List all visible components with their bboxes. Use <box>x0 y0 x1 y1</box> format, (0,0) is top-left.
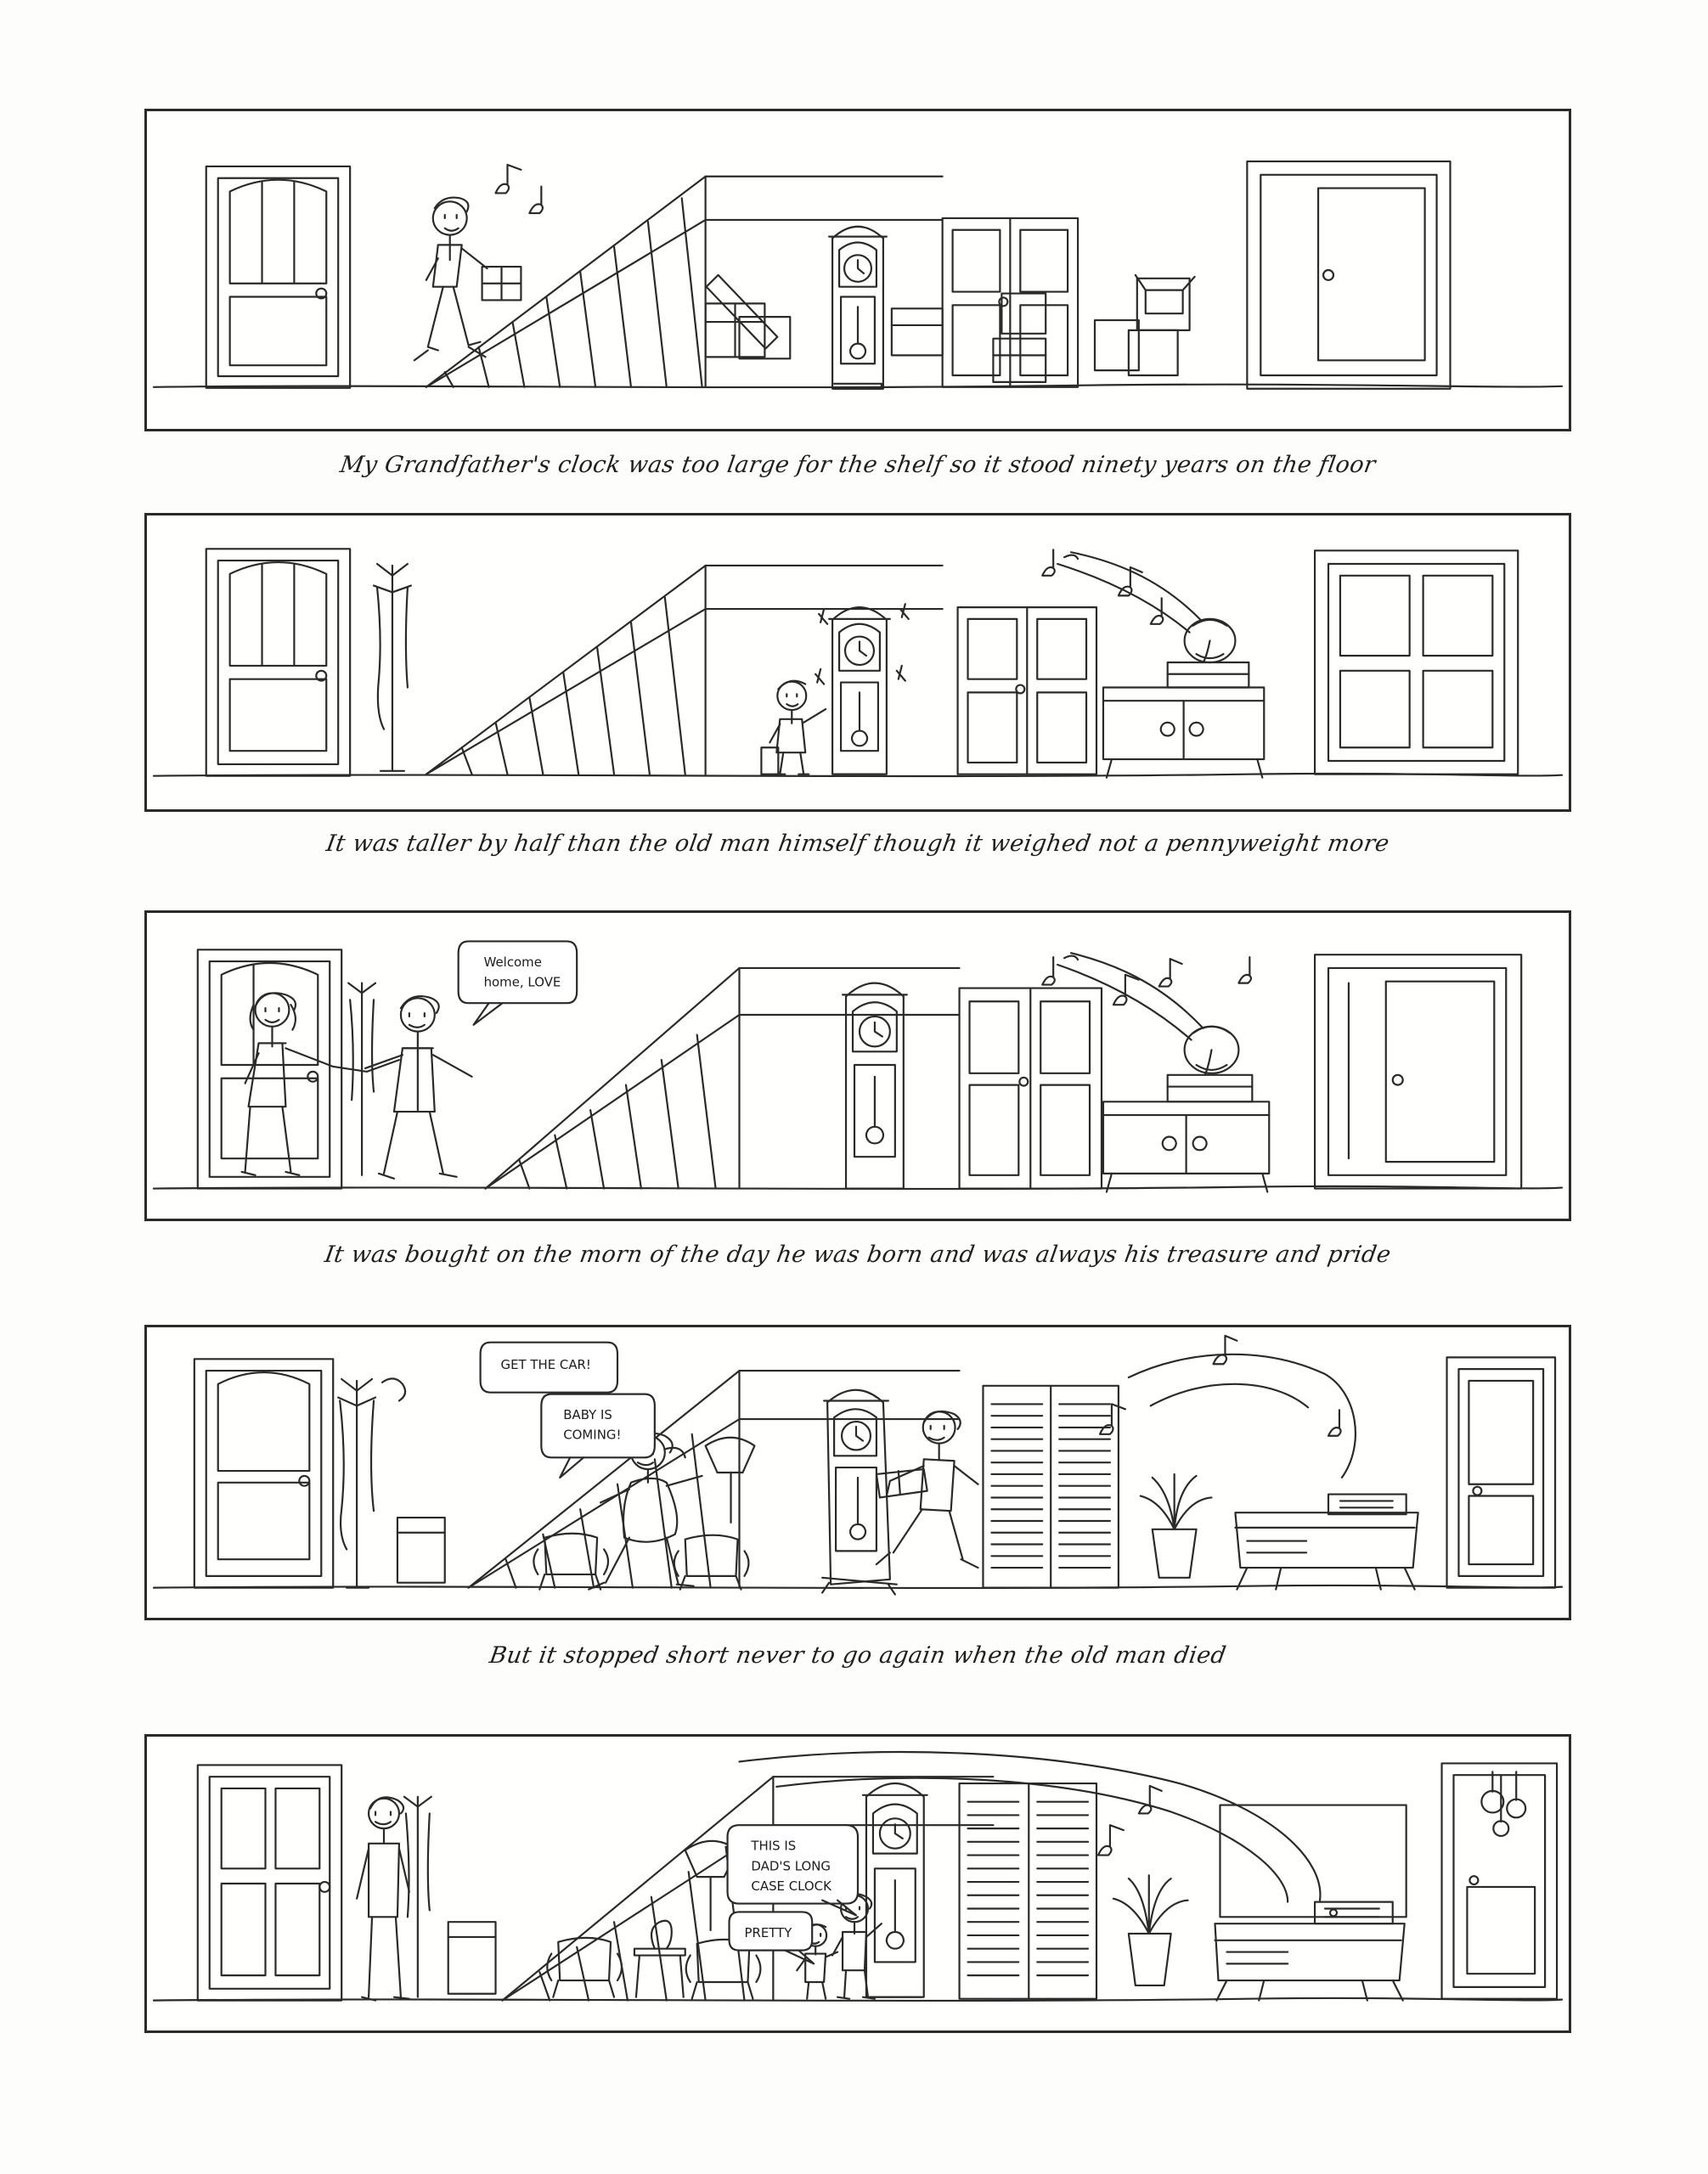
double-door-icon <box>960 988 1102 1189</box>
right-door-icon <box>1447 1357 1556 1587</box>
left-door-icon <box>206 549 350 775</box>
panel-3-block <box>144 910 1571 1268</box>
panel-4-frame <box>144 1325 1571 1620</box>
caption-text: It was bought on the morn of the day he was born and was always his treasure and pride <box>323 1242 1393 1268</box>
left-door-icon <box>194 1359 333 1587</box>
panel-2-caption <box>143 831 1574 857</box>
coat-stand-icon <box>374 564 411 771</box>
panel-3-frame <box>144 910 1571 1221</box>
louvre-door-icon <box>960 1783 1096 1999</box>
radiogram-icon <box>1235 1495 1418 1590</box>
double-door-icon <box>943 218 1078 387</box>
grandfather-clock-icon <box>815 604 909 774</box>
bubble-line-1: Welcome <box>483 955 542 970</box>
gramophone-icon <box>1042 953 1252 1101</box>
panel-2-scene <box>147 515 1569 809</box>
panel-5-frame <box>144 1734 1571 2033</box>
bubble-line-clock-2: DAD'S LONG <box>751 1859 831 1874</box>
left-door-icon <box>198 1765 341 2000</box>
left-door-icon <box>198 949 341 1188</box>
sideboard-icon <box>1103 1101 1269 1191</box>
caption-text: It was taller by half than the old man himself though it weighed not a pennyweight more <box>324 831 1392 857</box>
character-man <box>357 1797 409 2000</box>
bubble-line-clock-1: THIS IS <box>751 1839 797 1854</box>
left-door-icon <box>206 166 350 388</box>
bubble-line-car: GET THE CAR! <box>500 1358 591 1373</box>
character-woman <box>242 993 334 1175</box>
coat-stand-icon <box>348 983 375 1175</box>
right-door-icon <box>1247 161 1450 389</box>
character-boy <box>761 681 826 774</box>
coat-stand-icon <box>338 1378 405 1587</box>
right-door-icon <box>1442 1763 1558 1998</box>
coat-stand-icon <box>404 1797 431 1997</box>
plant-icon <box>1113 1875 1188 1985</box>
boxes-left <box>706 275 791 358</box>
floor-lamp-icon <box>706 1438 755 1523</box>
panel-2-block <box>144 513 1571 857</box>
grandfather-clock-icon <box>829 227 887 389</box>
character-man <box>414 165 543 360</box>
panel-3-scene <box>147 913 1569 1219</box>
double-door-icon <box>958 607 1096 774</box>
panel-5-block <box>144 1734 1571 2033</box>
panel-2-frame <box>144 513 1571 812</box>
cabinet-icon <box>397 1518 445 1583</box>
bubble-line-pretty: PRETTY <box>744 1925 792 1940</box>
panel-1-caption <box>143 452 1574 478</box>
panel-1-scene <box>147 111 1569 429</box>
bubble-line-baby-1: BABY IS <box>563 1408 612 1423</box>
cabinet-icon <box>448 1922 496 1994</box>
grandfather-clock-icon <box>863 1783 927 1997</box>
character-man-running <box>877 1411 978 1568</box>
panel-5-scene <box>147 1737 1569 2030</box>
bubble-line-baby-2: COMING! <box>563 1428 622 1443</box>
armchair-icon <box>533 1534 608 1590</box>
right-door-icon <box>1315 550 1518 774</box>
armchair-icon-2 <box>674 1535 749 1590</box>
media-unit-icon <box>1215 1805 1406 2001</box>
panel-4-block <box>144 1325 1571 1669</box>
right-door-icon <box>1315 955 1521 1188</box>
plant-icon <box>1141 1474 1212 1578</box>
caption-text: My Grandfather's clock was too large for the shelf so it stood ninety years on the floor <box>338 452 1378 478</box>
panel-1-block <box>144 109 1571 478</box>
bubble-line-clock-3: CASE CLOCK <box>751 1878 831 1894</box>
panel-4-scene <box>147 1327 1569 1618</box>
music-lines <box>1100 1336 1356 1478</box>
bubble-line-2: home, LOVE <box>483 974 561 990</box>
caption-text: But it stopped short never to go again when the old man died <box>488 1642 1228 1669</box>
panel-4-caption <box>143 1642 1574 1669</box>
grandfather-clock-icon <box>822 1390 897 1595</box>
character-man <box>365 996 472 1179</box>
panel-3-caption <box>143 1242 1574 1268</box>
panel-1-frame <box>144 109 1571 431</box>
grandfather-clock-icon <box>843 983 907 1189</box>
sideboard-icon <box>1103 687 1264 777</box>
louvre-door-icon <box>983 1386 1118 1588</box>
